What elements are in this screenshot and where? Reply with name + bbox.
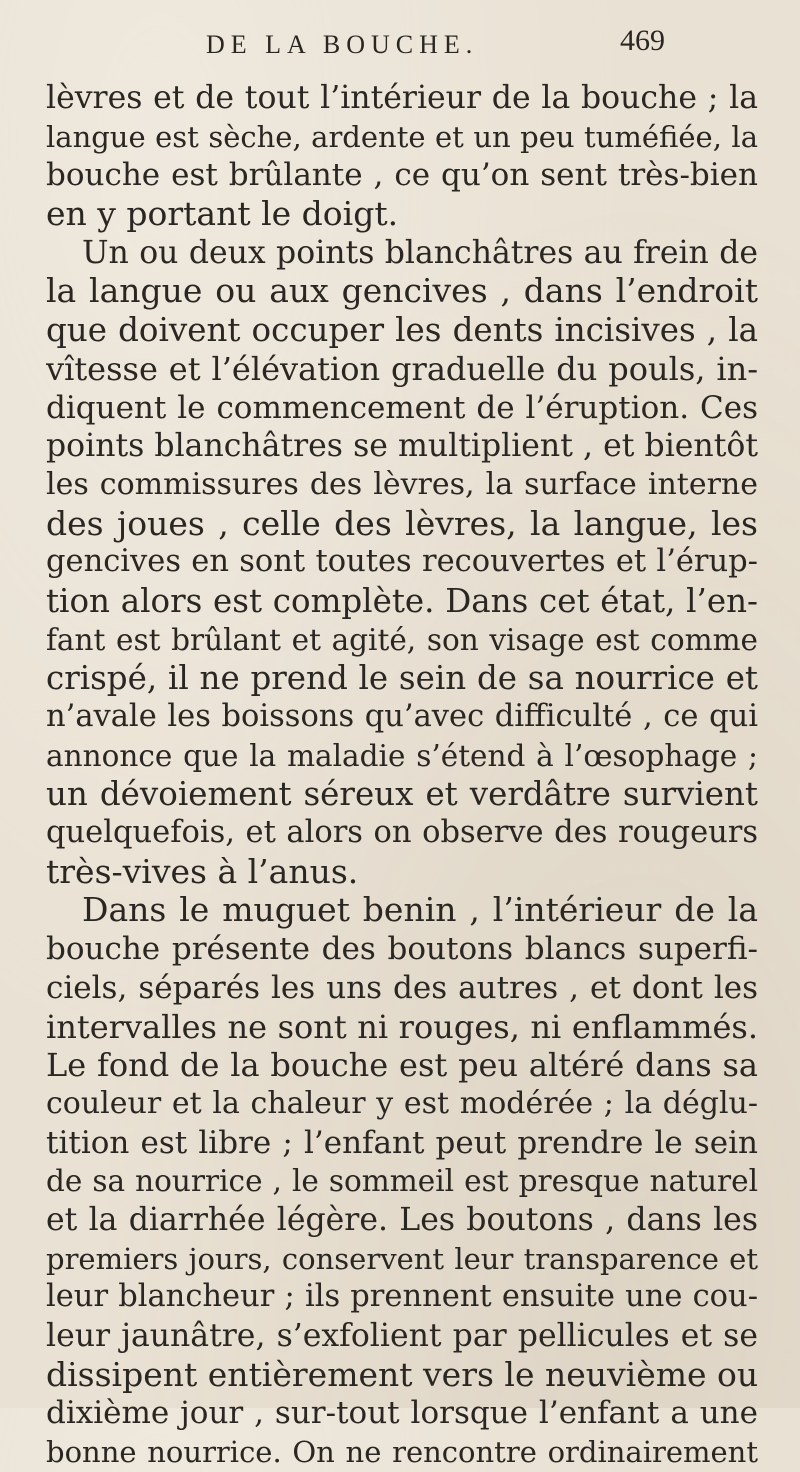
text-line: un dévoiement séreux et verdâtre survient — [46, 775, 758, 814]
text-line: bouche présente des boutons blancs superfi- — [46, 931, 758, 968]
text-line: en y portant le doigt. — [46, 195, 399, 234]
text-line: intervalles ne sont ni rouges, ni enflammés. — [46, 1007, 758, 1046]
running-header — [0, 18, 800, 62]
text-line: tition est libre ; l’enfant peut prendre le sein — [46, 1124, 758, 1161]
text-line: des joues , celle des lèvres, la langue, les — [46, 504, 758, 543]
text-line: bonne nourrice. On ne rencontre ordinairement — [46, 1435, 758, 1470]
text-line: points blanchâtres se multiplient , et bientôt — [46, 428, 758, 465]
text-line: tion alors est complète. Dans cet état, l’en- — [46, 581, 758, 620]
text-line: quelquefois, et alors on observe des rougeurs — [46, 815, 758, 851]
text-line: leur jaunâtre, s’exfolient par pellicules et se — [46, 1318, 758, 1354]
text-line: très-vives à l’anus. — [46, 852, 359, 891]
text-line: fant est brûlant et agité, son visage est comme — [46, 622, 758, 657]
text-line: premiers jours, conservent leur transparence et — [46, 1241, 758, 1276]
text-line: la langue ou aux gencives , dans l’endroit — [46, 272, 758, 311]
text-line: crispé, il ne prend le sein de sa nourrice et — [46, 659, 758, 698]
text-line: dissipent entièrement vers le neuvième ou — [46, 1355, 758, 1394]
text-line: lèvres et de tout l’intérieur de la bouche ; la — [46, 80, 758, 116]
text-line: Le fond de la bouche est peu altéré dans sa — [46, 1046, 758, 1085]
text-line: les commissures des lèvres, la surface interne — [46, 466, 758, 502]
text-line: et la diarrhée légère. Les boutons , dans les — [46, 1201, 758, 1238]
text-line: de sa nourrice , le sommeil est presque naturel — [46, 1164, 758, 1199]
text-line: gencives en sont toutes recouvertes et l’érup- — [46, 544, 758, 580]
text-line: couleur et la chaleur y est modérée ; la déglu- — [46, 1085, 758, 1121]
text-line: annonce que la maladie s’étend à l’œsophage ; — [46, 738, 758, 773]
body-text — [46, 79, 758, 1472]
text-line: que doivent occuper les dents incisives , la — [46, 311, 758, 350]
text-line: langue est sèche, ardente et un peu tuméfiée, la — [46, 119, 758, 154]
text-line: dixième jour , sur-tout lorsque l’enfant a une — [46, 1395, 758, 1432]
text-line: diquent le commencement de l’éruption. Ces — [46, 389, 758, 426]
text-line: leur blancheur ; ils prennent ensuite une cou- — [46, 1279, 758, 1315]
text-line: n’avale les boissons qu’avec difficulté , ce qui — [46, 699, 758, 734]
text-line: vîtesse et l’élévation graduelle du pouls, in- — [46, 349, 758, 388]
text-line: ciels, séparés les uns des autres , et dont les — [46, 969, 758, 1006]
page-number: 469 — [620, 24, 665, 57]
paragraph-start-line: Un ou deux points blanchâtres au frein de — [82, 234, 758, 271]
running-title: DE LA BOUCHE. — [206, 30, 479, 59]
text-line: bouche est brûlante , ce qu’on sent très-bien — [46, 157, 758, 194]
paragraph-start-line: Dans le muguet benin , l’intérieur de la — [82, 891, 758, 930]
